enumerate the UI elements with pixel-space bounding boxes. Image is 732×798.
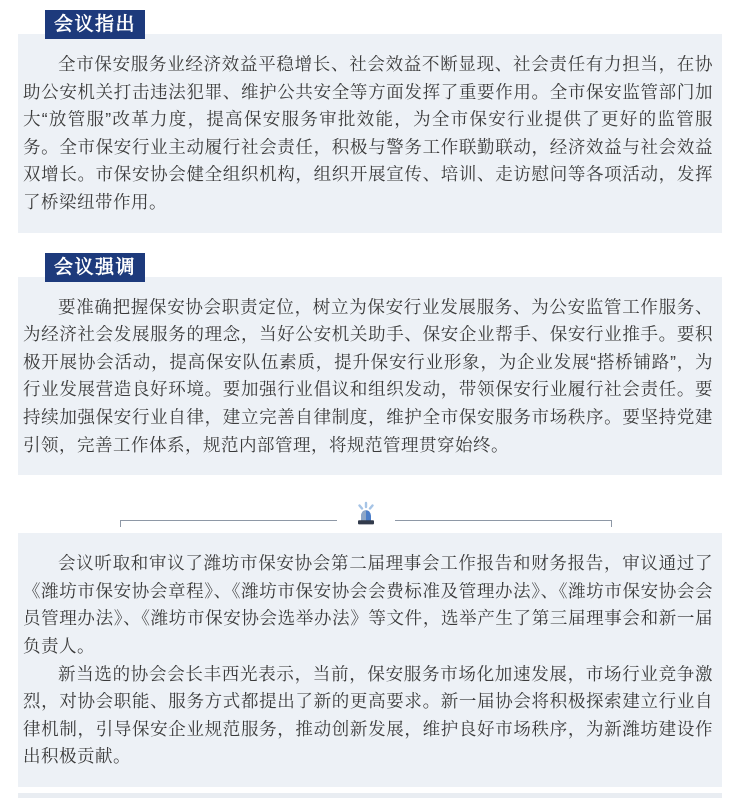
section-meeting-summary [0,533,732,787]
section-badge: 会议强调 [45,253,145,282]
content-panel [18,34,722,233]
police-siren-icon [352,500,380,528]
paragraph: 全市保安服务业经济效益平稳增长、社会效益不断显现、社会责任有力担当，在协助公安机关打击违法犯罪、维护公共安全等方面发挥了重要作用。全市保安监管部门加大“放管服”改革力度，提高保安服务审批效能，为全市保安行业提供了更好的监管服务。全市保安行业主动履行社会责任，积极与警务工作联勤联动，经济效益与社会效益双增长。市保安协会健全组织机构，组织开展宣传、培训、走访慰问等各项活动，发挥了桥梁纽带作用。 [23,54,713,212]
divider-line-left [120,520,337,527]
content-panel [18,533,722,787]
section-divider [120,500,612,530]
paragraph: 新当选的协会会长丰西光表示，当前，保安服务市场化加速发展，市场行业竞争激烈，对协会职能、服务方式都提出了新的更高要求。新一届协会将积极探索建立行业自律机制，引导保安企业规范服务，推动创新发展，维护良好市场秩序，为新潍坊建设作出积极贡献。 [23,663,713,767]
next-section-edge [18,793,722,798]
divider-line-right [395,520,612,527]
content-panel [18,277,722,476]
section-badge: 会议指出 [45,10,145,39]
paragraph: 会议听取和审议了潍坊市保安协会第二届理事会工作报告和财务报告，审议通过了《潍坊市保安协会章程》、《潍坊市保安协会会费标准及管理办法》、《潍坊市保安协会会员管理办法》、《潍坊市保安协会选举办法》等文件，选举产生了第三届理事会和新一届负责人。 [23,553,713,656]
section-meeting-pointed-out [0,0,732,233]
section-meeting-emphasized [0,253,732,476]
paragraph: 要准确把握保安协会职责定位，树立为保安行业发展服务、为公安监管工作服务、为经济社会发展服务的理念，当好公安机关助手、保安企业帮手、保安行业推手。要积极开展协会活动，提高保安队伍素质，提升保安行业形象，为企业发展“搭桥铺路”，为行业发展营造良好环境。要加强行业倡议和组织发动，带领保安行业履行社会责任。要持续加强保安行业自律，建立完善自律制度，维护全市保安服务市场秩序。要坚持党建引领，完善工作体系，规范内部管理，将规范管理贯穿始终。 [23,296,713,455]
